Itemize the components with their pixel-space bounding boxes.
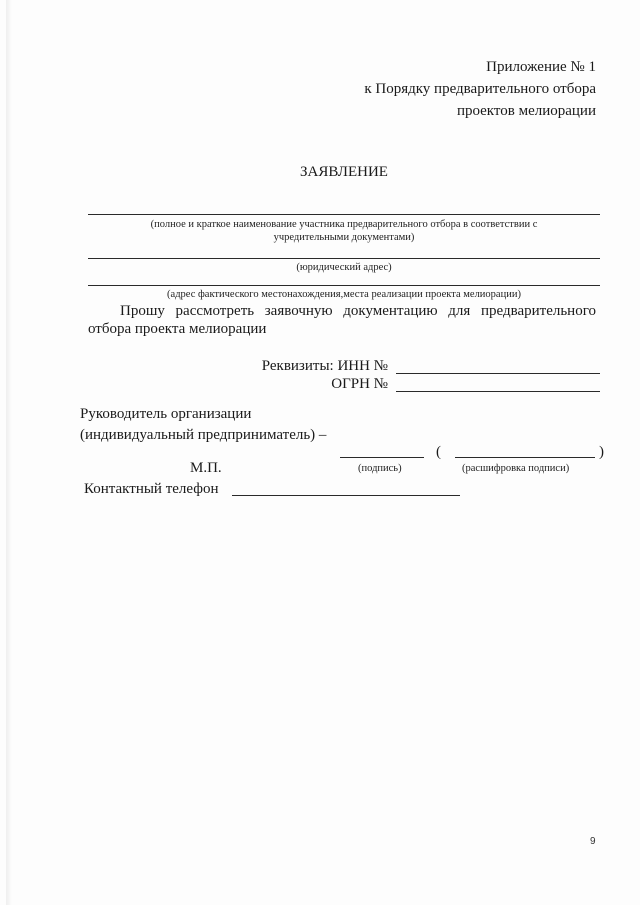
inn-label: Реквизиты: ИНН №	[261, 358, 388, 374]
head-label-line-2: (индивидуальный предприниматель) –	[80, 427, 327, 443]
signature-caption: (подпись)	[358, 463, 402, 474]
signature-line	[340, 457, 424, 458]
request-text-line-1: Прошу рассмотреть заявочную документацию для предварительного	[120, 303, 596, 319]
appendix-subject: проектов мелиорации	[456, 103, 596, 119]
contact-phone-label: Контактный телефон	[84, 481, 219, 497]
open-paren: (	[436, 444, 441, 460]
ogrn-label: ОГРН №	[331, 376, 388, 392]
signature-decoding-line	[455, 457, 595, 458]
actual-address-caption: (адрес фактического местонахождения,места реализации проекта мелиорации)	[167, 289, 521, 300]
legal-address-caption: (юридический адрес)	[296, 262, 392, 273]
actual-address-line	[88, 285, 600, 286]
appendix-number: Приложение № 1	[486, 59, 596, 75]
document-title: ЗАЯВЛЕНИЕ	[300, 164, 388, 180]
head-label-line-1: Руководитель организации	[80, 406, 252, 422]
page-number: 9	[590, 836, 596, 847]
legal-address-line	[88, 258, 600, 259]
close-paren: )	[599, 444, 604, 460]
contact-phone-line	[232, 495, 460, 496]
ogrn-line	[396, 391, 600, 392]
inn-line	[396, 373, 600, 374]
participant-name-line	[88, 214, 600, 215]
participant-name-caption-2: учредительными документами)	[273, 232, 415, 243]
page-edge-shadow	[6, 0, 12, 905]
request-text-line-2: отбора проекта мелиорации	[88, 321, 267, 337]
signature-decoding-caption: (расшифровка подписи)	[462, 463, 570, 474]
stamp-label: М.П.	[190, 460, 222, 476]
appendix-reference: к Порядку предварительного отбора	[364, 81, 596, 97]
participant-name-caption-1: (полное и краткое наименование участника предварительного отбора в соответствии с	[150, 219, 538, 230]
